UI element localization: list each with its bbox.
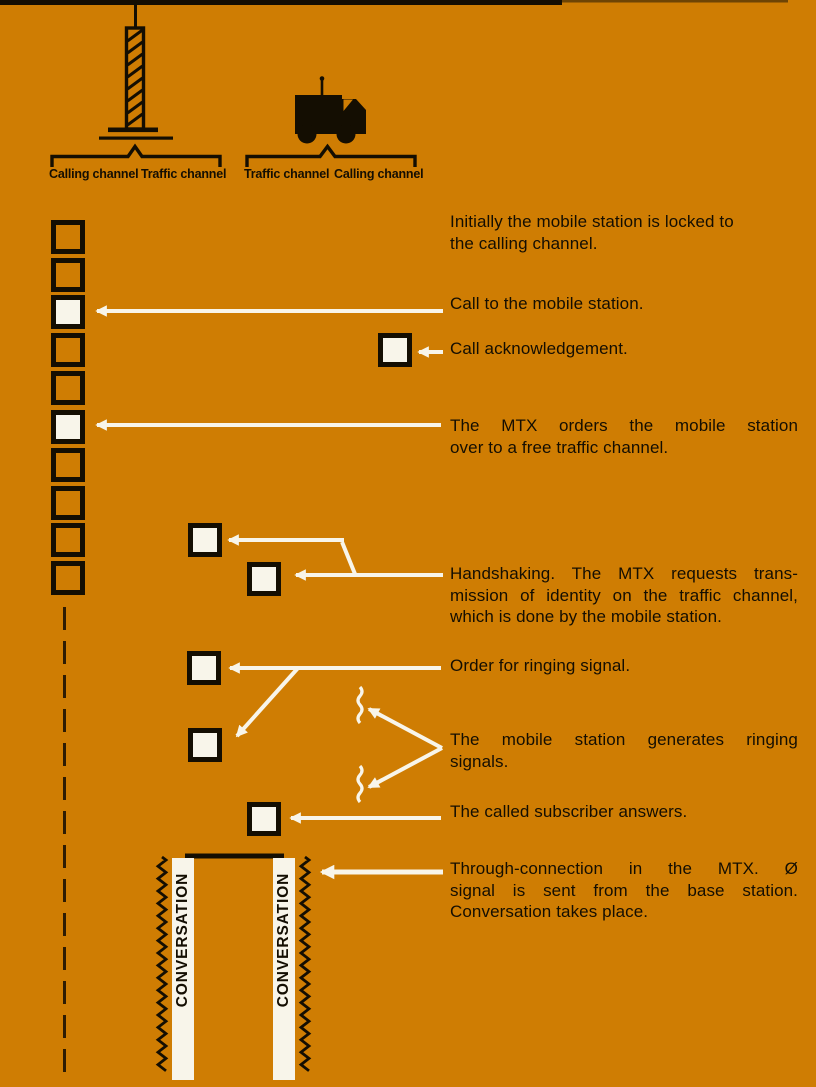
- answer-square: [247, 802, 281, 836]
- step-text-handshake: Handshaking. The MTX requests trans- mission of identity on the traffic channel, which is done by the mobile station.: [450, 564, 798, 626]
- arrow-ring-signal-lower: [369, 748, 442, 787]
- ringing-signal-squiggle: [358, 766, 362, 802]
- ring-order-square: [187, 651, 221, 685]
- step-text-ring-order: Order for ringing signal.: [450, 656, 631, 675]
- truck-icon: [295, 76, 366, 143]
- step-text-call: Call to the mobile station.: [450, 294, 644, 313]
- base-station-calling-channel-label: Calling channel: [49, 167, 139, 181]
- scan-edge-artifact: [562, 0, 788, 3]
- conversation-zigzag-right: [301, 857, 309, 1071]
- calling-channel-square: [51, 448, 85, 482]
- step-text-ring-gen: The mobile station generates ringing signals.: [450, 730, 798, 771]
- calling-channel-square: [51, 295, 85, 329]
- mobile-station-channels-brace: [247, 147, 415, 168]
- calling-channel-square: [51, 561, 85, 595]
- arrow-handshake-branch: [342, 542, 355, 574]
- conversation-zigzag-left: [158, 857, 166, 1071]
- calling-channel-square: [51, 220, 85, 254]
- calling-channel-square: [51, 523, 85, 557]
- conversation-label-right: CONVERSATION: [275, 872, 292, 1008]
- base-station-traffic-channel-label: Traffic channel: [141, 167, 227, 181]
- arrow-ring-signal-upper: [369, 709, 442, 748]
- ring-gen-square: [188, 728, 222, 762]
- step-text-locked: Initially the mobile station is locked to the calling channel.: [450, 212, 734, 253]
- handshake-square-2: [247, 562, 281, 596]
- through-connection-bracket: [188, 856, 282, 877]
- step-text-mtx-order: The MTX orders the mobile station over to a free traffic channel.: [450, 416, 798, 457]
- scan-edge-artifact: [0, 0, 562, 5]
- calling-channel-square: [51, 258, 85, 292]
- ringing-signal-squiggle: [358, 687, 362, 723]
- mobile-station-traffic-channel-label: Traffic channel: [244, 167, 330, 181]
- step-text-ack: Call acknowledgement.: [450, 339, 628, 358]
- arrow-ring-order-branch: [237, 668, 298, 736]
- conversation-label-left: CONVERSATION: [174, 872, 191, 1008]
- step-text-through: Through-connection in the MTX. Ø signal is sent from the base station. Conversation takes place.: [450, 859, 798, 921]
- calling-channel-square: [51, 486, 85, 520]
- calling-channel-square: [51, 371, 85, 405]
- mobile-station-calling-channel-label: Calling channel: [334, 167, 424, 181]
- step-text-answer: The called subscriber answers.: [450, 802, 688, 821]
- call-ack-square: [378, 333, 412, 367]
- calling-channel-square: [51, 410, 85, 444]
- handshake-square-1: [188, 523, 222, 557]
- radio-tower-icon: [99, 2, 173, 140]
- base-station-channels-brace: [52, 147, 220, 168]
- calling-channel-square: [51, 333, 85, 367]
